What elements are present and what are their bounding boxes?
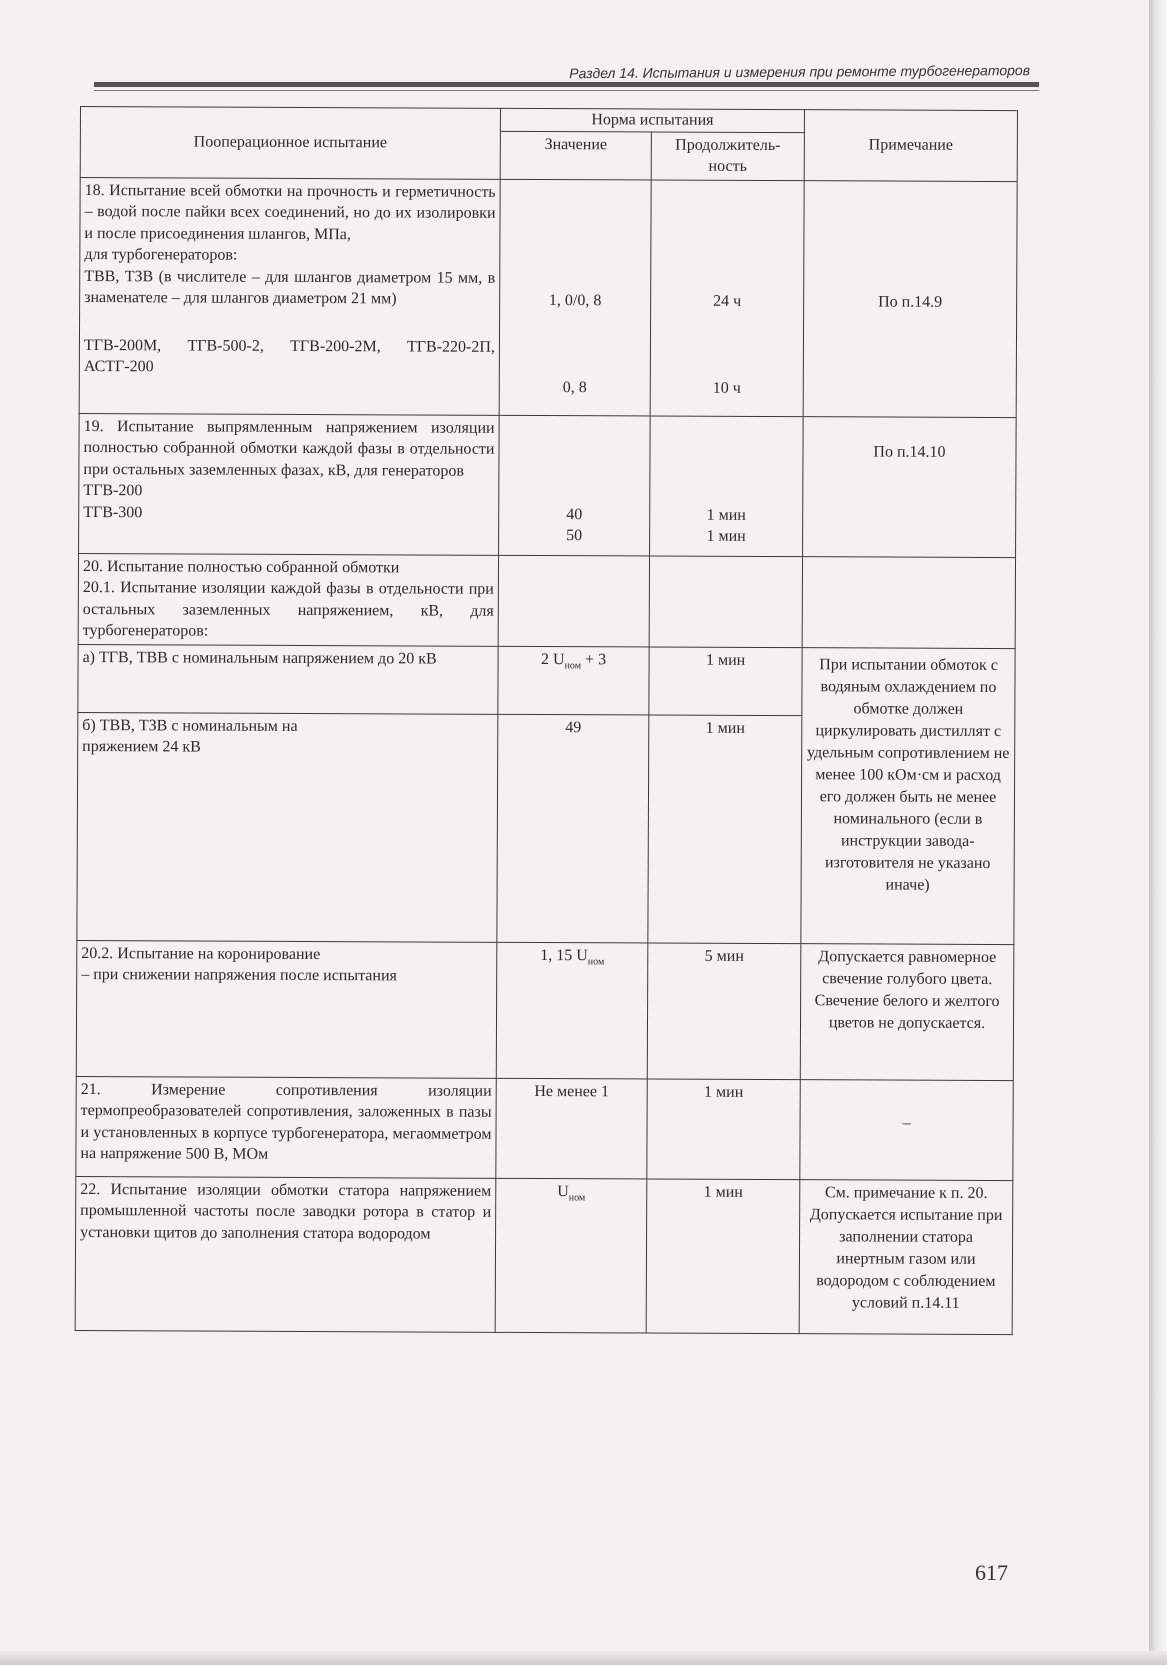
row20a-duration: 1 мин [649, 646, 802, 715]
header-rule-thin [94, 90, 1039, 91]
row18-duration [650, 179, 804, 416]
row22-value-sub: ном [568, 1191, 586, 1203]
row19-text-a: 19. Испытание выпрямленным напряжением изоляции полностью собранной обмотки каждой фазы в отдельности при остальных заземленных фазах, кВ, для генераторов [83, 417, 495, 480]
row18-text-d: ТГВ-200М, ТГВ-500-2, ТГВ-200-2М, ТГВ-220-2П, АСТГ-200 [83, 336, 495, 376]
table-row-20-1-a [78, 644, 1015, 716]
row202-value-sub: ном [587, 955, 605, 967]
table-row-22 [75, 1176, 1013, 1334]
row22-duration: 1 мин [646, 1178, 800, 1333]
row18-text-a: 18. Испытание всей обмотки на прочность и герметичность – водой после пайки всех соединений, но до их изолировки и после присоединения шлангов, МПа, [84, 181, 496, 243]
table-row-20-2 [76, 940, 1014, 1080]
row18-operation [79, 177, 500, 415]
row20b-text-b: пряжением 24 кВ [82, 738, 201, 756]
row19-note-text: По п.14.10 [873, 442, 946, 461]
row21-value: Не менее 1 [496, 1078, 647, 1179]
row20b-duration: 1 мин [648, 714, 802, 943]
row202-duration: 5 мин [647, 942, 801, 1079]
row20b-value: 49 [497, 714, 649, 943]
row22-value-main: U [557, 1182, 569, 1200]
row20-note [802, 556, 1015, 648]
row21-note-dash: – [902, 1114, 911, 1132]
row19-operation [79, 413, 500, 555]
header-note: Примечание [804, 110, 1017, 181]
row20-duration [649, 555, 802, 647]
page-number: 617 [975, 1560, 1008, 1585]
row20a-value-sub: ном [564, 659, 582, 671]
row20b-text-a: б) ТВВ, ТЗВ с номинальным на [82, 716, 298, 735]
row18-value-2: 0, 8 [562, 379, 587, 397]
row20b-operation [77, 712, 498, 942]
row202-text-b: – при снижении напряжения после испытания [81, 966, 397, 985]
row20-text-a: 20. Испытание полностью собранной обмотки [82, 557, 400, 576]
test-norms-table-wrapper [75, 106, 1017, 1335]
header-value: Значение [500, 131, 651, 180]
row18-text-c: ТВВ, ТЗВ (в числителе – для шлангов диаметром 15 мм, в знаменателе – для шлангов диаметром 21 мм) [84, 267, 496, 308]
table-row-19 [79, 413, 1017, 557]
row20a-value [498, 646, 649, 715]
row18-value-1: 1, 0/0, 8 [548, 291, 602, 309]
row21-note [800, 1079, 1013, 1180]
row19-text-c: ТГВ-300 [83, 503, 143, 521]
test-norms-table [75, 106, 1018, 1335]
running-header: Раздел 14. Испытания и измерения при ремонте турбогенераторов [569, 62, 1031, 82]
row21-duration: 1 мин [647, 1078, 800, 1179]
row18-duration-2: 10 ч [712, 379, 741, 397]
table-row-18 [79, 177, 1017, 417]
row21-operation: 21. Измерение сопротивления изоляции термопреобразователей сопротивления, заложенных в пазы и установленных в корпусе турбогенератора, мегаомметром на напряжение 500 В, МОм [76, 1076, 496, 1178]
row19-value [499, 415, 651, 556]
row20a-operation: а) ТГВ, ТВВ с номинальным напряжением до 20 кВ [78, 644, 498, 714]
header-rule [94, 82, 1039, 87]
header-duration-line2: ность [708, 157, 747, 175]
header-duration [651, 131, 804, 180]
row20-value [498, 555, 649, 647]
header-duration-line1: Продолжитель- [675, 136, 781, 154]
row20a-note: При испытании обмоток с водяным охлаждением по обмотке должен циркулировать дистиллят с удельным сопротивлением не менее 100 кОм·см и расход его должен быть не менее номинального (если в инструкции завода-изготовителя не указано иначе) [801, 647, 1015, 944]
row18-note [803, 180, 1017, 417]
row19-text-b: ТГВ-200 [83, 482, 143, 500]
row22-operation: 22. Испытание изоляции обмотки статора напряжением промышленной частоты после заводки ротора в статор и установки щитов до заполнения статора водородом [75, 1176, 496, 1332]
row19-value-1: 40 [566, 505, 583, 523]
page-edge-shadow [1149, 0, 1167, 1665]
table-row-21 [76, 1076, 1013, 1180]
row22-note: См. примечание к п. 20. Допускается испытание при заполнении статора инертным газом или водородом с соблюдением условий п.14.11 [799, 1179, 1013, 1334]
row20-text-b: 20.1. Испытание изоляции каждой фазы в отдельности при остальных заземленных напряжением, кВ, для турбогенераторов: [82, 579, 494, 640]
row20a-value-tail: + 3 [581, 650, 607, 668]
row202-operation [76, 940, 497, 1078]
row22-value [495, 1178, 647, 1333]
row18-text-b: для турбогенераторов: [84, 246, 238, 264]
row19-value-2: 50 [566, 527, 583, 545]
row18-duration-1: 24 ч [713, 292, 742, 310]
table-row-20 [78, 553, 1015, 648]
row19-duration [650, 415, 804, 556]
row202-value-main: 1, 15 U [540, 946, 588, 964]
row19-duration-1: 1 мин [706, 506, 746, 524]
page-bottom-shadow [0, 1651, 1167, 1665]
row20-operation [78, 553, 498, 646]
row18-value [499, 179, 651, 416]
row202-value [496, 942, 648, 1079]
header-norm: Норма испытания [500, 108, 804, 132]
header-operation: Пооперационное испытание [80, 107, 500, 179]
row19-duration-2: 1 мин [706, 527, 746, 545]
row19-note [803, 416, 1017, 557]
row18-note-text: По п.14.9 [878, 292, 943, 311]
row20a-value-main: 2 U [541, 650, 565, 668]
row202-text-a: 20.2. Испытание на коронирование [81, 944, 321, 963]
row202-note: Допускается равномерное свечение голубого цвета. Свечение белого и желтого цветов не допускается. [800, 943, 1014, 1080]
